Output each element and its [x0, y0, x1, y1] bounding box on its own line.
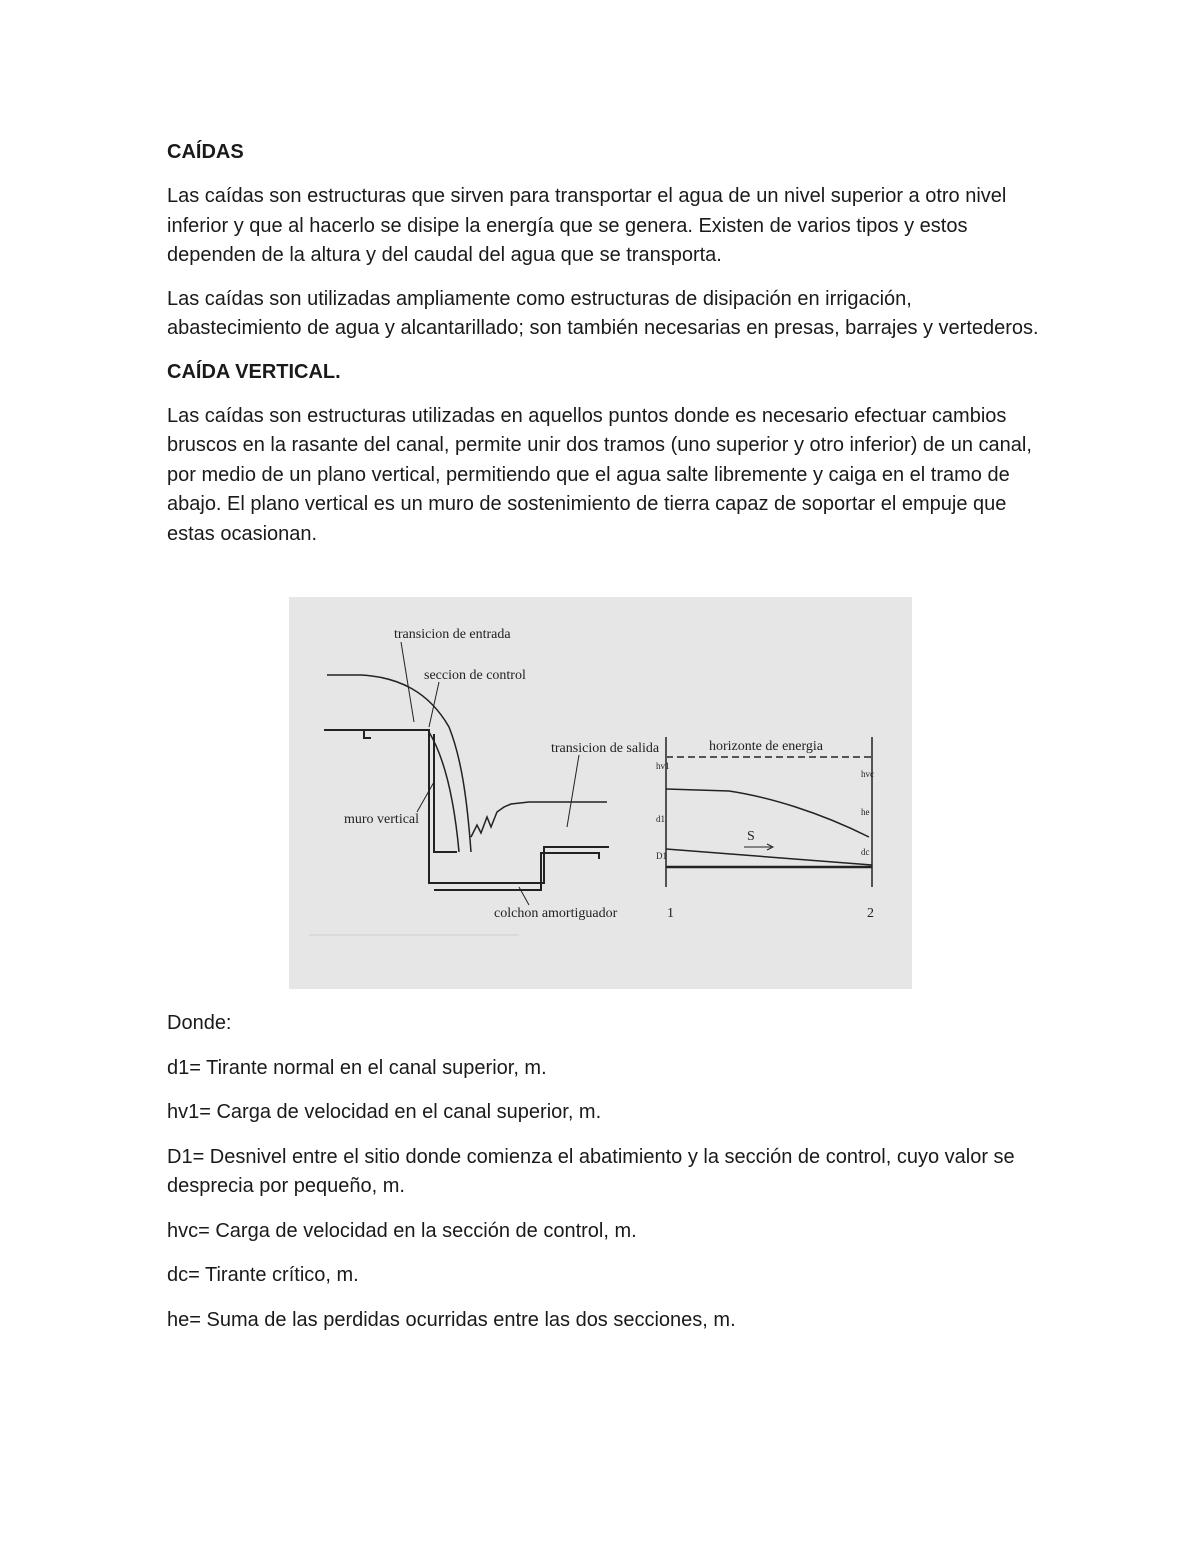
paragraph-caida-vertical: Las caídas son estructuras utilizadas en aquellos puntos donde es necesario efectuar cambios bruscos en la rasante del canal, permite unir dos tramos (uno superior y otro inferior) de un canal, por medio de un plano vertical, permitiendo que el agua salte libremente y caiga en el tramo de abajo. El plano vertical es un muro de sostenimiento de tierra capaz de soportar el empuje que estas ocasionan.: [167, 404, 1032, 545]
definitions-list: [167, 1009, 1047, 1350]
label-hv1: hv1: [656, 761, 670, 771]
label-hvc: hvc: [861, 769, 874, 779]
vertical-drop-diagram: [289, 597, 912, 989]
definition-hvc: hvc= Carga de velocidad en la sección de control, m.: [167, 1219, 637, 1242]
heading-caida-vertical: CAÍDA VERTICAL.: [167, 360, 341, 383]
label-muro-vertical: muro vertical: [344, 812, 420, 827]
upper-sill: [364, 730, 371, 738]
definition-d1: d1= Tirante normal en el canal superior, m.: [167, 1056, 547, 1079]
definition-dc: dc= Tirante crítico, m.: [167, 1264, 359, 1286]
definition-D1: D1= Desnivel entre el sitio donde comienza el abatimiento y la sección de control, cuyo valor se desprecia por pequeño, m.: [167, 1145, 1015, 1197]
label-section-2: 2: [867, 906, 874, 921]
label-horizonte: horizonte de energia: [709, 739, 824, 754]
leader-transicion-salida: [567, 755, 579, 827]
leader-seccion-control: [429, 682, 439, 727]
paragraph-uses: Las caídas son utilizadas ampliamente como estructuras de disipación en irrigación, abastecimiento de agua y alcantarillado; son también necesarias en presas, barrajes y vertederos.: [167, 287, 1039, 339]
definitions-intro: Donde:: [167, 1012, 232, 1034]
document-body: [167, 138, 1047, 563]
label-d1: d1: [656, 814, 665, 824]
stilling-basin: [434, 853, 599, 890]
paragraph-intro: Las caídas son estructuras que sirven para transportar el agua de un nivel superior a otro nivel inferior y que al hacerlo se disipe la energía que se genera. Existen de varios tipos y estos dependen de la altura y del caudal del agua que se transporta.: [167, 185, 1007, 266]
definition-hv1: hv1= Carga de velocidad en el canal superior, m.: [167, 1101, 602, 1123]
slope-line: [666, 849, 872, 865]
label-colchon: colchon amortiguador: [494, 906, 618, 921]
label-he: he: [861, 807, 870, 817]
heading-caidas: CAÍDAS: [167, 141, 244, 163]
diagram-svg: [289, 597, 912, 989]
label-dc: dc: [861, 847, 870, 857]
label-D1: D1: [656, 851, 667, 861]
water-surface-profile: [666, 789, 869, 837]
leader-muro: [417, 782, 434, 812]
definition-he: he= Suma de las perdidas ocurridas entre las dos secciones, m.: [167, 1308, 736, 1331]
label-section-1: 1: [667, 906, 674, 921]
label-s: S: [747, 829, 755, 844]
hydraulic-jump: [471, 802, 607, 837]
label-seccion-control: seccion de control: [424, 668, 526, 683]
leader-transicion-entrada: [401, 642, 414, 722]
vertical-wall: [434, 734, 457, 852]
label-transicion-entrada: transicion de entrada: [394, 627, 511, 642]
label-transicion-salida: transicion de salida: [551, 741, 660, 756]
